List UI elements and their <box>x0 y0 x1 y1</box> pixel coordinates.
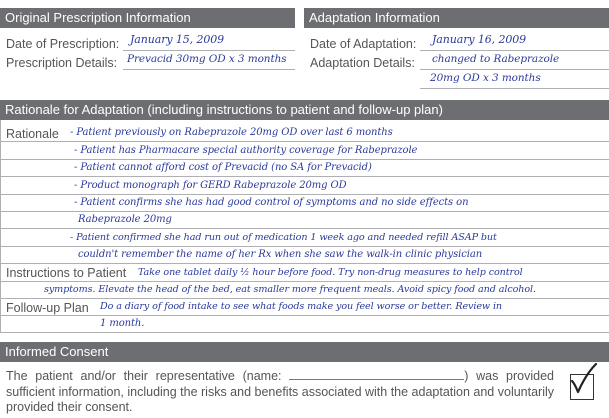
date-of-adaptation-label: Date of Adaptation: <box>310 37 417 51</box>
adaptation-details-line-1 <box>420 69 609 70</box>
adaptation-details-value-1: changed to Rabeprazole <box>432 53 560 65</box>
instructions-rule-2 <box>0 298 609 299</box>
date-of-adaptation-value: January 16, 2009 <box>432 33 527 46</box>
adaptation-details-label: Adaptation Details: <box>310 56 415 70</box>
rationale-line-4: - Product monograph for GERD Rabeprazole 20mg OD <box>74 180 347 191</box>
rationale-rule-2 <box>0 159 609 160</box>
consent-text-after: ) was provided sufficient information, including the risks and benefits associated with the adaptation and voluntarily provided their consent. <box>6 369 555 414</box>
rationale-line-5: - Patient confirms she has had good control of symptoms and no side effects on <box>74 197 469 208</box>
rationale-line-6: Rabeprazole 20mg <box>78 214 172 225</box>
rationale-rule-8 <box>0 263 609 264</box>
followup-label: Follow-up Plan <box>6 301 89 315</box>
original-prescription-header: Original Prescription Information <box>0 8 295 28</box>
adaptation-details-line-2 <box>420 88 609 89</box>
followup-line-2: 1 month. <box>100 318 145 329</box>
consent-text-before: The patient and/or their representative (name: <box>6 369 282 383</box>
consent-checkbox[interactable] <box>570 374 594 400</box>
adaptation-details-value-2: 20mg OD x 3 months <box>430 72 541 84</box>
rationale-rule-5 <box>0 211 609 212</box>
representative-name-field[interactable] <box>289 369 464 380</box>
rationale-line-8: couldn't remember the name of her Rx when she saw the walk-in clinic physician <box>78 249 483 260</box>
followup-rule-1 <box>0 315 609 316</box>
rationale-rule-3 <box>0 176 609 177</box>
instructions-rule-1 <box>0 281 609 282</box>
informed-consent-header: Informed Consent <box>0 342 609 362</box>
rationale-header: Rationale for Adaptation (including instructions to patient and follow-up plan) <box>0 100 609 120</box>
rationale-rule-1 <box>0 141 609 142</box>
date-of-prescription-value: January 15, 2009 <box>130 33 225 46</box>
consent-statement <box>6 369 554 416</box>
instructions-line-1: Take one tablet daily ½ hour before food. Try non-drug measures to help control <box>138 267 523 278</box>
rationale-label: Rationale <box>6 127 59 141</box>
followup-line-1: Do a diary of food intake to see what foods make you feel worse or better. Review in <box>100 301 502 312</box>
followup-rule-2 <box>0 332 609 333</box>
prescription-details-label: Prescription Details: <box>6 56 118 70</box>
rationale-left-border <box>0 120 1 332</box>
rationale-line-1: - Patient previously on Rabeprazole 20mg OD over last 6 months <box>70 127 393 138</box>
instructions-label: Instructions to Patient <box>6 266 127 280</box>
rationale-rule-4 <box>0 194 609 195</box>
prescription-details-line <box>123 69 295 70</box>
rationale-line-7: - Patient confirmed she had run out of medication 1 week ago and needed refill ASAP but <box>70 232 497 243</box>
rationale-rule-7 <box>0 246 609 247</box>
date-of-adaptation-line <box>420 50 609 51</box>
checkmark-icon <box>567 361 601 395</box>
rationale-line-2: - Patient has Pharmacare special authority coverage for Rabeprazole <box>74 145 418 156</box>
adaptation-information-header: Adaptation Information <box>304 8 609 28</box>
rationale-rule-6 <box>0 228 609 229</box>
instructions-line-2: symptoms. Elevate the head of the bed, eat smaller more frequent meals. Avoid spicy food and alcohol. <box>44 284 536 295</box>
rationale-line-3: - Patient cannot afford cost of Prevacid (no SA for Prevacid) <box>74 162 372 173</box>
prescription-details-value: Prevacid 30mg OD x 3 months <box>127 53 287 65</box>
date-of-prescription-line <box>123 50 295 51</box>
date-of-prescription-label: Date of Prescription: <box>6 37 120 51</box>
